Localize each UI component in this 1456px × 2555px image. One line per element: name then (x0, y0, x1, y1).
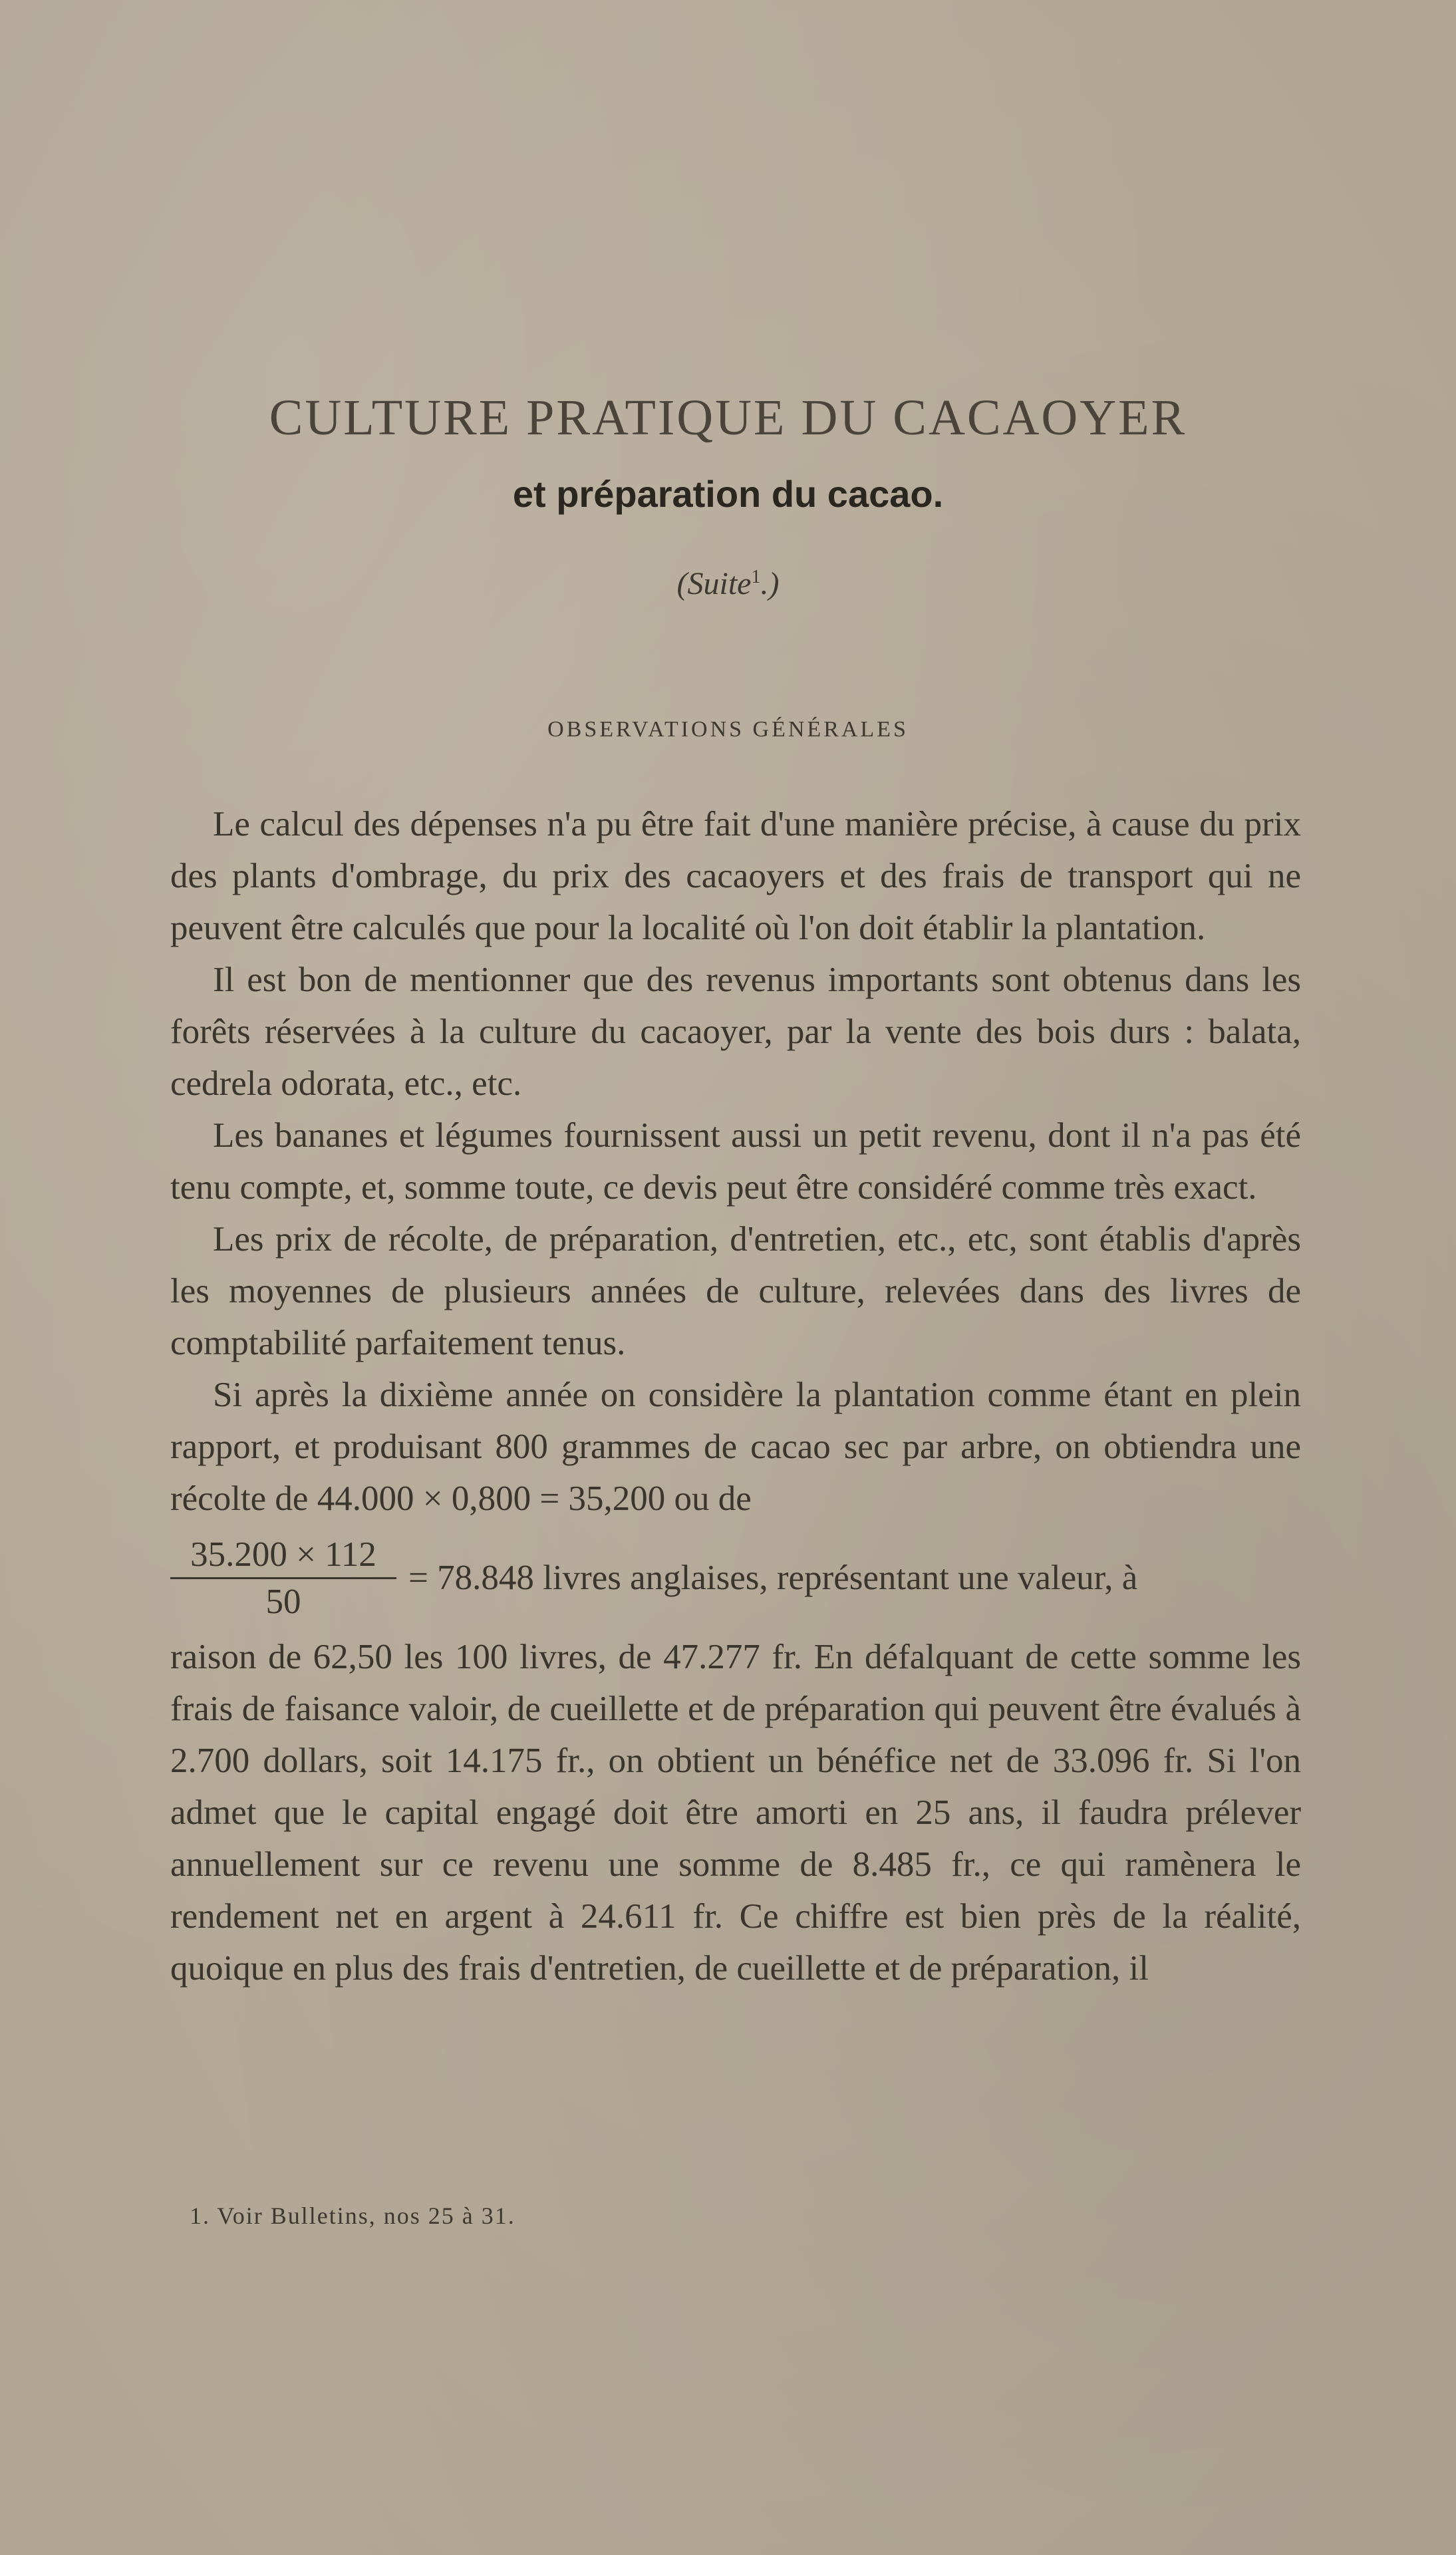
paragraph-1: Le calcul des dépenses n'a pu être fait d'une manière précise, à cause du prix des plants d'ombrage, du prix des cacaoyers et des frais de transport qui ne peuvent être calculés que pour la localité où l'on doit établir la plantation. (170, 805, 1301, 947)
paragraph-4: Les prix de récolte, de préparation, d'entretien, etc., etc, sont établis d'après les moyennes de plusieurs années de culture, relevées dans des livres de comptabilité parfaitement tenus. (170, 1220, 1301, 1362)
fraction-bar (170, 1577, 396, 1579)
continuation-text: (Suite (676, 566, 752, 601)
article-subtitle: et préparation du cacao. (512, 473, 944, 515)
footnote: 1. Voir Bulletins, nos 25 à 31. (190, 2202, 515, 2229)
paragraph-6: raison de 62,50 les 100 livres, de 47.277 fr. En défalquant de cette somme les frais de faisance valoir, de cueillette et de préparation qui peuvent être évalués à 2.700 dollars, soit 14.175 fr., on obtient un bénéfice net de 33.096 fr. Si l'on admet que le capital engagé doit être amorti en 25 ans, il faudra prélever annuellement sur ce revenu une somme de 8.485 fr., ce qui ramènera le rendement net en argent à 24.611 fr. Ce chiffre est bien près de la réalité, quoique en plus des frais d'entretien, de cueillette et de préparation, il (170, 1638, 1301, 1988)
footnote-ref: 1 (751, 567, 761, 587)
section-heading: OBSERVATIONS GÉNÉRALES (547, 717, 909, 742)
continuation-close: .) (760, 566, 780, 601)
fraction-denominator: 50 (265, 1582, 301, 1621)
continuation-note (0, 565, 1456, 602)
paragraph-2: Il est bon de mentionner que des revenus importants sont obtenus dans les forêts réservées à la culture du cacaoyer, par la vente des bois durs : balata, cedrela odorata, etc., etc. (170, 961, 1301, 1103)
fraction-rest: = 78.848 livres anglaises, représentant une valeur, à (408, 1559, 1138, 1597)
article-title: CULTURE PRATIQUE DU CACAOYER (269, 390, 1187, 446)
paragraph-5: Si après la dixième année on considère la plantation comme étant en plein rapport, et produisant 800 grammes de cacao sec par arbre, on obtiendra une récolte de 44.000 × 0,800 = 35,200 ou de (170, 1376, 1301, 1518)
fraction (170, 1535, 396, 1622)
paragraph-3: Les bananes et légumes fournissent aussi un petit revenu, dont il n'a pas été tenu compte, et, somme toute, ce devis peut être considéré comme très exact. (170, 1116, 1301, 1207)
fraction-numerator: 35.200 × 112 (190, 1535, 376, 1574)
body-text (170, 798, 1301, 1994)
fraction-line (170, 1525, 1301, 1631)
